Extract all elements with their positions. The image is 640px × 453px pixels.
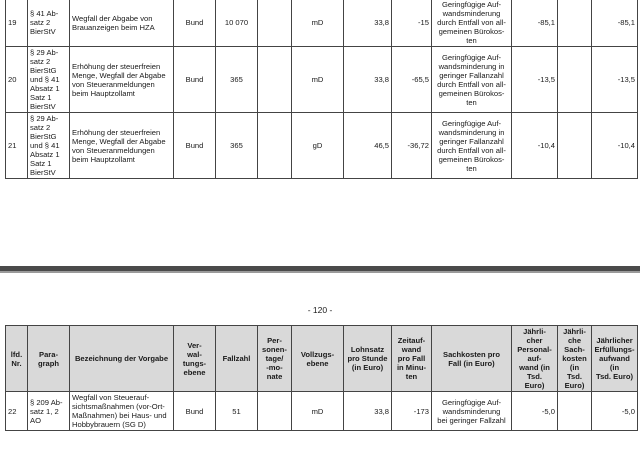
header-ebene: Ver- wal- tungs- ebene (174, 326, 216, 392)
cell-lohnsatz: 33,8 (344, 392, 392, 431)
cell-vollzug: gD (292, 113, 344, 179)
cell-nr: 20 (6, 47, 28, 113)
cell-personal: -85,1 (512, 0, 558, 47)
cell-personen (258, 0, 292, 47)
cell-personen (258, 113, 292, 179)
cell-sach: Geringfügige Auf- wandsminderung bei geringer Fallzahl (432, 392, 512, 431)
table-row (6, 113, 638, 179)
header-nr: lfd. Nr. (6, 326, 28, 392)
cell-personen (258, 47, 292, 113)
cell-sachk (558, 113, 592, 179)
cell-desc: Wegfall von Steuerauf- sichtsmaßnahmen (vor-Ort- Maßnahmen) bei Haus- und Hobbybrauern (SG D) (70, 392, 174, 431)
table-continued (5, 0, 638, 179)
cell-sachk (558, 0, 592, 47)
cell-lohnsatz: 46,5 (344, 113, 392, 179)
cell-fallzahl: 365 (216, 113, 258, 179)
header-personen: Per- sonen- tage/ -mo- nate (258, 326, 292, 392)
cell-sach: Geringfügige Auf- wandsminderung durch Entfall von all- gemeinen Bürokos- ten (432, 0, 512, 47)
cell-ebene: Bund (174, 0, 216, 47)
cell-sachk (558, 47, 592, 113)
cell-personen (258, 392, 292, 431)
header-lohnsatz: Lohnsatz pro Stunde (in Euro) (344, 326, 392, 392)
header-sach: Sachkosten pro Fall (in Euro) (432, 326, 512, 392)
cell-ebene: Bund (174, 47, 216, 113)
cell-desc: Erhöhung der steuerfreien Menge, Wegfall der Abgabe von Steueranmeldungen beim Hauptzollamt (70, 113, 174, 179)
cell-zeit: -173 (392, 392, 432, 431)
cell-personal: -13,5 (512, 47, 558, 113)
cell-para: § 209 Ab- satz 1, 2 AO (28, 392, 70, 431)
header-vollzug: Vollzugs- ebene (292, 326, 344, 392)
header-fallzahl: Fallzahl (216, 326, 258, 392)
cell-zeit: -36,72 (392, 113, 432, 179)
cell-personal: -10,4 (512, 113, 558, 179)
cell-nr: 19 (6, 0, 28, 47)
cell-nr: 21 (6, 113, 28, 179)
cell-vollzug: mD (292, 392, 344, 431)
cell-ebene: Bund (174, 113, 216, 179)
cell-nr: 22 (6, 392, 28, 431)
cell-para: § 29 Ab- satz 2 BierStG und § 41 Absatz 1 Satz 1 BierStV (28, 113, 70, 179)
cell-lohnsatz: 33,8 (344, 47, 392, 113)
cell-ebene: Bund (174, 392, 216, 431)
cell-sach: Geringfügige Auf- wandsminderung in geringer Fallanzahl durch Entfall von all- gemeinen Bürokos- ten (432, 47, 512, 113)
cell-zeit: -65,5 (392, 47, 432, 113)
header-personal: Jährli- cher Personal-auf- wand (in Tsd. Euro) (512, 326, 558, 392)
cell-vollzug: mD (292, 47, 344, 113)
table-row (6, 47, 638, 113)
header-row (6, 326, 638, 392)
header-sachk: Jährli- che Sach- kosten (in Tsd. Euro) (558, 326, 592, 392)
cell-zeit: -15 (392, 0, 432, 47)
page-number: - 120 - (307, 305, 333, 315)
header-desc: Bezeichnung der Vorgabe (70, 326, 174, 392)
cell-gesamt: -85,1 (592, 0, 638, 47)
cell-lohnsatz: 33,8 (344, 0, 392, 47)
page-break-shadow (0, 271, 640, 273)
header-zeit: Zeitauf- wand pro Fall in Minu- ten (392, 326, 432, 392)
cell-vollzug: mD (292, 0, 344, 47)
cell-fallzahl: 10 070 (216, 0, 258, 47)
cell-sach: Geringfügige Auf- wandsminderung in geringer Fallanzahl durch Entfall von all- gemeinen Bürokos- ten (432, 113, 512, 179)
cell-para: § 41 Ab- satz 2 BierStV (28, 0, 70, 47)
cell-para: § 29 Ab- satz 2 BierStG und § 41 Absatz 1 Satz 1 BierStV (28, 47, 70, 113)
cell-desc: Erhöhung der steuerfreien Menge, Wegfall der Abgabe von Steueranmeldungen beim Hauptzollamt (70, 47, 174, 113)
cell-fallzahl: 51 (216, 392, 258, 431)
table-row (6, 0, 638, 47)
cell-gesamt: -13,5 (592, 47, 638, 113)
table-next-page (5, 325, 638, 431)
cell-gesamt: -10,4 (592, 113, 638, 179)
cell-gesamt: -5,0 (592, 392, 638, 431)
table-row (6, 392, 638, 431)
cell-desc: Wegfall der Abgabe von Brauanzeigen beim HZA (70, 0, 174, 47)
cell-personal: -5,0 (512, 392, 558, 431)
cell-sachk (558, 392, 592, 431)
header-para: Para- graph (28, 326, 70, 392)
header-gesamt: Jährlicher Erfüllungs- aufwand (in Tsd. Euro) (592, 326, 638, 392)
cell-fallzahl: 365 (216, 47, 258, 113)
